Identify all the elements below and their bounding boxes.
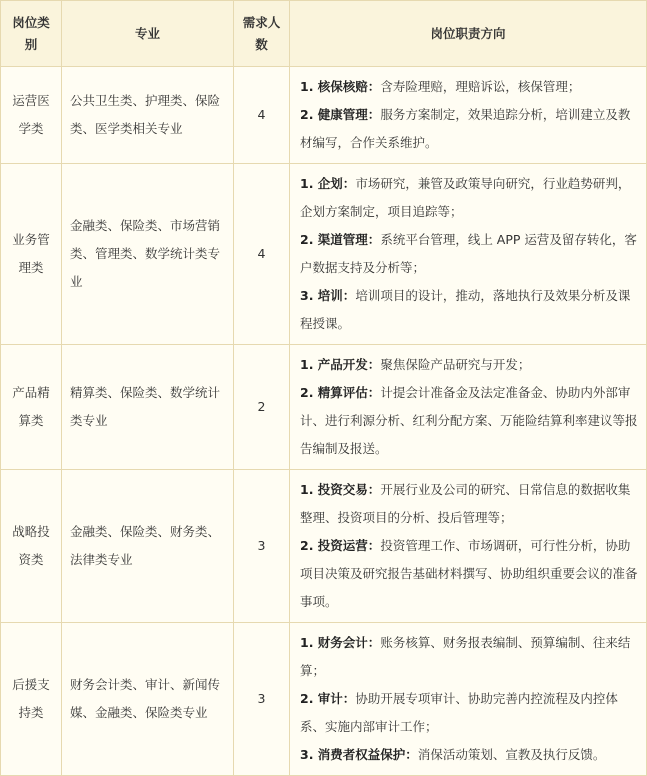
major-cell: 财务会计类、审计、新闻传媒、金融类、保险类专业 [62, 623, 234, 776]
duty-key: 2. 健康管理： [300, 107, 381, 122]
category-cell: 战略投资类 [1, 470, 62, 623]
duty-item [300, 379, 640, 463]
duty-item [300, 351, 640, 379]
category-cell: 产品精算类 [1, 345, 62, 470]
duty-text: 消保活动策划、宣教及执行反馈。 [417, 747, 606, 762]
duty-item [300, 741, 640, 769]
duty-key: 1. 核保核赔： [300, 79, 381, 94]
duty-key: 2. 精算评估： [300, 385, 381, 400]
duty-key: 1. 企划： [300, 176, 356, 191]
duty-item [300, 101, 640, 157]
count-cell: 3 [234, 623, 290, 776]
count-cell: 3 [234, 470, 290, 623]
duty-text: 开展行业及公司的研究、日常信息的数据收集整理、投资项目的分析、投后管理等； [300, 482, 631, 525]
category-cell: 后援支持类 [1, 623, 62, 776]
duty-text: 聚焦保险产品研究与开发； [380, 357, 531, 372]
duty-item [300, 226, 640, 282]
category-cell: 业务管理类 [1, 164, 62, 345]
header-duties: 岗位职责方向 [290, 1, 647, 67]
duty-key: 1. 财务会计： [300, 635, 381, 650]
duty-key: 2. 渠道管理： [300, 232, 381, 247]
table-row [1, 67, 647, 164]
duty-text: 市场研究，兼管及政策导向研究，行业趋势研判，企划方案制定，项目追踪等； [300, 176, 631, 219]
duty-key: 1. 产品开发： [300, 357, 381, 372]
duties-cell [290, 623, 647, 776]
table-row [1, 470, 647, 623]
header-category: 岗位类别 [1, 1, 62, 67]
major-cell: 金融类、保险类、财务类、法律类专业 [62, 470, 234, 623]
duty-text: 服务方案制定，效果追踪分析，培训建立及教材编写，合作关系维护。 [300, 107, 631, 150]
duty-item [300, 685, 640, 741]
duty-text: 账务核算、财务报表编制、预算编制、往来结算； [300, 635, 631, 678]
count-cell: 4 [234, 67, 290, 164]
duty-text: 系统平台管理，线上 APP 运营及留存转化，客户数据支持及分析等； [300, 232, 637, 275]
duties-cell [290, 345, 647, 470]
count-cell: 4 [234, 164, 290, 345]
duty-key: 1. 投资交易： [300, 482, 381, 497]
category-cell: 运营医学类 [1, 67, 62, 164]
duty-text: 协助开展专项审计、协助完善内控流程及内控体系、实施内部审计工作； [300, 691, 618, 734]
table-row [1, 623, 647, 776]
duty-key: 2. 审计： [300, 691, 356, 706]
duties-cell [290, 164, 647, 345]
duty-key: 3. 培训： [300, 288, 356, 303]
duty-item [300, 476, 640, 532]
major-cell: 精算类、保险类、数学统计类专业 [62, 345, 234, 470]
header-major: 专业 [62, 1, 234, 67]
duties-cell [290, 67, 647, 164]
duty-text: 投资管理工作、市场调研，可行性分析，协助项目决策及研究报告基础材料撰写、协助组织重要会议的准备事项。 [300, 538, 638, 609]
duty-item [300, 170, 640, 226]
table-header-row [1, 1, 647, 67]
duties-cell [290, 470, 647, 623]
major-cell: 公共卫生类、护理类、保险类、医学类相关专业 [62, 67, 234, 164]
duty-key: 2. 投资运营： [300, 538, 381, 553]
duty-text: 含寿险理赔，理赔诉讼，核保管理； [380, 79, 581, 94]
duty-key: 3. 消费者权益保护： [300, 747, 418, 762]
duty-text: 计提会计准备金及法定准备金、协助内外部审计、进行利源分析、红利分配方案、万能险结算利率建议等报告编制及报送。 [300, 385, 638, 456]
major-cell: 金融类、保险类、市场营销类、管理类、数学统计类专业 [62, 164, 234, 345]
table-row [1, 345, 647, 470]
duty-item [300, 629, 640, 685]
duty-item [300, 282, 640, 338]
duty-item [300, 532, 640, 616]
duty-item [300, 73, 640, 101]
header-count: 需求人数 [234, 1, 290, 67]
count-cell: 2 [234, 345, 290, 470]
duty-text: 培训项目的设计，推动，落地执行及效果分析及课程授课。 [300, 288, 631, 331]
table-row [1, 164, 647, 345]
